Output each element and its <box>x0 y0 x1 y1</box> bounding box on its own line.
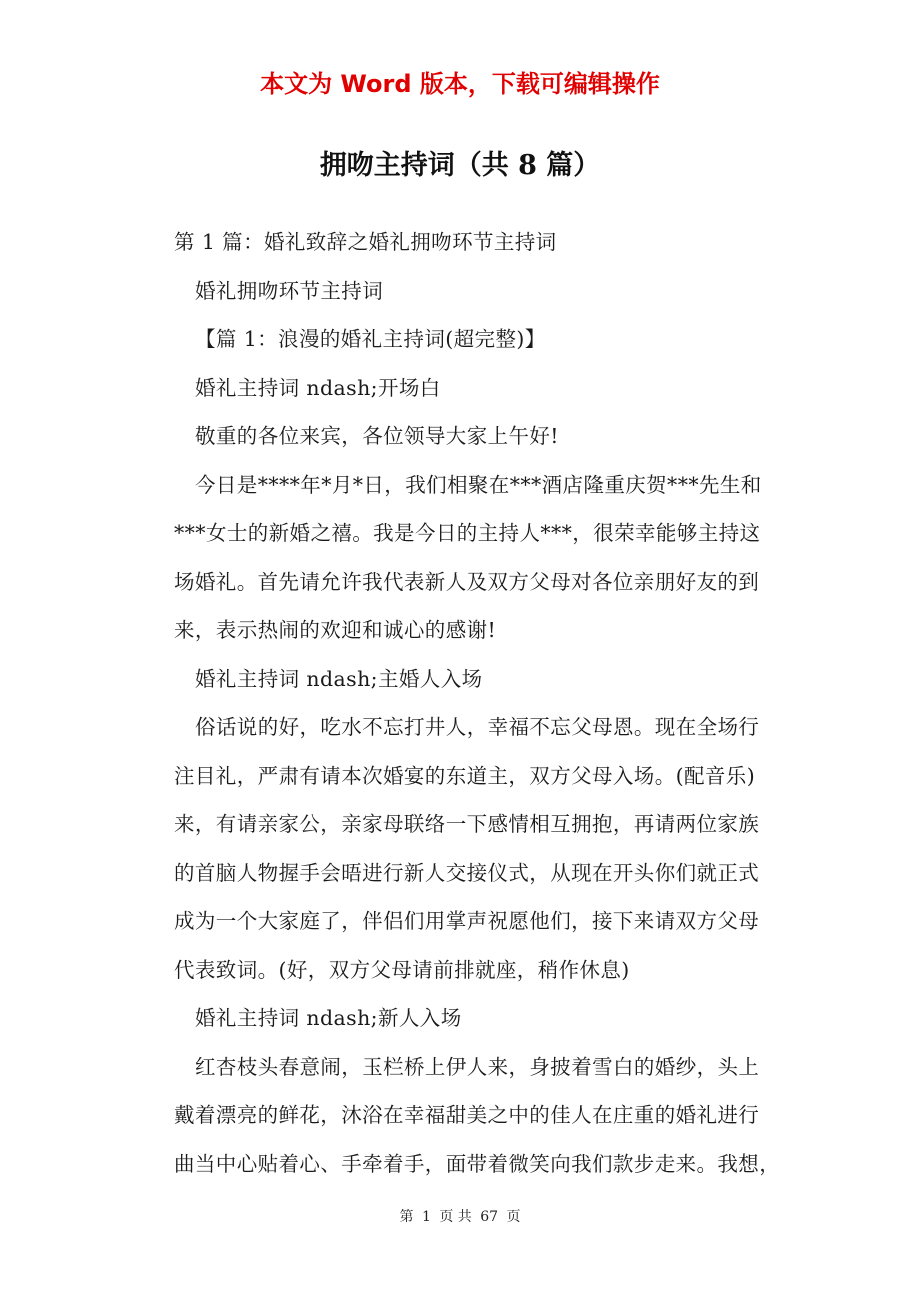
document-title: 拥吻主持词（共 8 篇） <box>319 150 601 181</box>
body-text-line: 成为一个大家庭了，伴侣们用掌声祝愿他们，接下来请双方父母 <box>174 909 760 933</box>
body-text-line: 俗话说的好，吃水不忘打井人，幸福不忘父母恩。现在全场行 <box>195 715 760 739</box>
body-text-line: 【篇 1：浪漫的婚礼主持词(超完整)】 <box>195 327 546 351</box>
document-body <box>174 218 784 1188</box>
body-text-line: 婚礼拥吻环节主持词 <box>195 278 384 303</box>
body-text-line: 婚礼主持词 ndash;开场白 <box>195 375 441 400</box>
body-text-line: 代表致词。(好，双方父母请前排就座，稍作休息) <box>174 957 630 982</box>
body-text-line: 注目礼，严肃有请本次婚宴的东道主，双方父母入场。(配音乐) <box>174 763 756 788</box>
body-text-line: ***女士的新婚之禧。我是今日的主持人***，很荣幸能够主持这 <box>174 521 761 545</box>
page-footer <box>0 1205 920 1229</box>
body-text-line: 红杏枝头春意闹，玉栏桥上伊人来，身披着雪白的婚纱，头上 <box>195 1054 760 1079</box>
footer-page-number: 1 <box>421 1209 431 1225</box>
footer-total-pages: 67 <box>480 1209 499 1225</box>
body-text-line: 的首脑人物握手会晤进行新人交接仪式，从现在开头你们就正式 <box>174 860 760 885</box>
body-text-line: 敬重的各位来宾，各位领导大家上午好! <box>195 424 559 448</box>
footer-middle: 页 共 <box>439 1209 472 1225</box>
body-text-line: 婚礼主持词 ndash;主婚人入场 <box>195 666 483 691</box>
body-text-line: 来，有请亲家公，亲家母联络一下感情相互拥抱，再请两位家族 <box>174 812 760 836</box>
download-banner: 本文为 Word 版本，下载可编辑操作 <box>260 70 660 98</box>
body-text-line: 曲当中心贴着心、手牵着手，面带着微笑向我们款步走来。我想， <box>174 1151 781 1176</box>
body-text-line: 场婚礼。首先请允许我代表新人及双方父母对各位亲朋好友的到 <box>174 569 760 594</box>
footer-prefix: 第 <box>399 1209 414 1225</box>
body-text-line: 第 1 篇：婚礼致辞之婚礼拥吻环节主持词 <box>174 230 557 254</box>
footer-suffix: 页 <box>506 1209 521 1225</box>
body-text-line: 婚礼主持词 ndash;新人入场 <box>195 1006 462 1030</box>
body-text-line: 来，表示热闹的欢迎和诚心的感谢! <box>174 618 497 642</box>
body-text-line: 今日是****年*月*日，我们相聚在***酒店隆重庆贺***先生和 <box>195 472 762 497</box>
body-text-line: 戴着漂亮的鲜花，沐浴在幸福甜美之中的佳人在庄重的婚礼进行 <box>174 1103 760 1127</box>
